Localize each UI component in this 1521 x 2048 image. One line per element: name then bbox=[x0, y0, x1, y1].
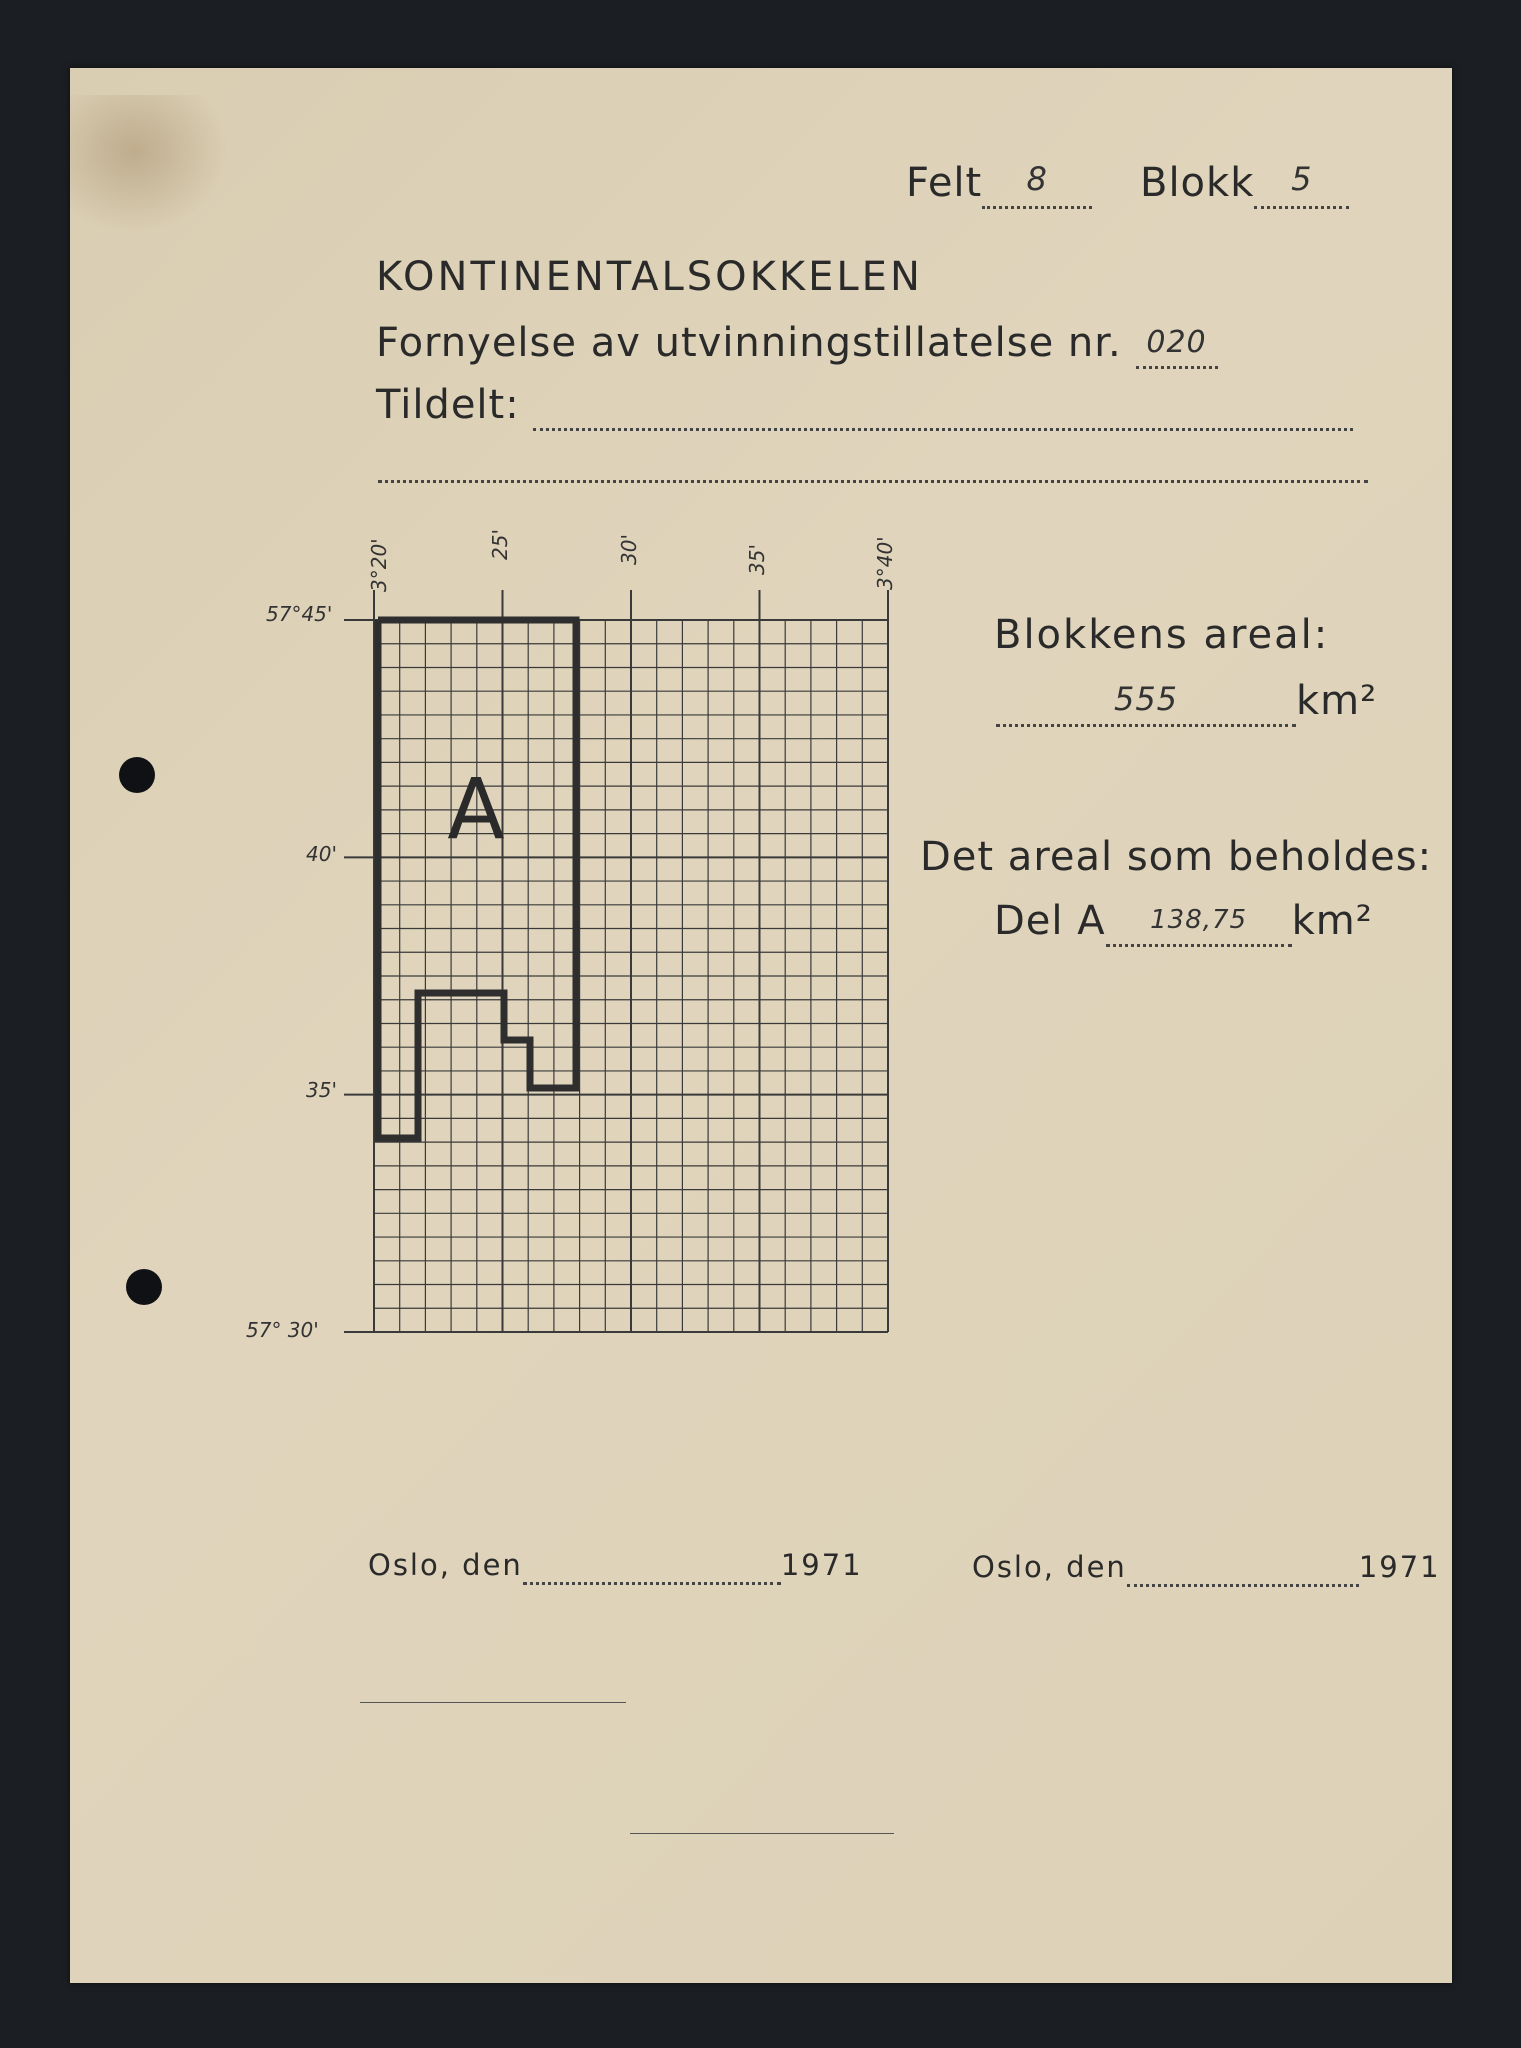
block-area-unit: km² bbox=[1296, 678, 1378, 724]
retained-part-label: Del A bbox=[994, 898, 1106, 944]
document-title: KONTINENTALSOKKELEN bbox=[376, 254, 923, 300]
signature-right-date bbox=[972, 1550, 1441, 1587]
left-label-1: 57°45' bbox=[266, 602, 333, 626]
felt-label: Felt bbox=[906, 160, 983, 206]
block-area-field bbox=[996, 678, 1377, 727]
signature-left-date bbox=[368, 1548, 863, 1585]
retained-area-field bbox=[994, 898, 1373, 947]
signature-right-date-line bbox=[1127, 1550, 1359, 1587]
map-grid bbox=[344, 590, 888, 1332]
signature-left-prefix: Oslo, den bbox=[368, 1548, 523, 1582]
retained-area-value: 138,75 bbox=[1150, 905, 1248, 935]
license-number: 020 bbox=[1146, 325, 1207, 360]
left-label-4: 57° 30' bbox=[246, 1318, 319, 1342]
top-label-5: 3°40' bbox=[873, 536, 897, 590]
top-label-2: 25' bbox=[488, 529, 512, 560]
subtitle-prefix: Fornyelse av utvinningstillatelse nr. bbox=[376, 320, 1122, 366]
retained-area-unit: km² bbox=[1291, 898, 1373, 944]
left-label-3: 35' bbox=[306, 1078, 337, 1102]
signature-left-year: 1971 bbox=[780, 1548, 863, 1582]
signature-right-prefix: Oslo, den bbox=[972, 1550, 1127, 1584]
tildelt-label: Tildelt: bbox=[376, 382, 520, 428]
retained-area-label: Det areal som beholdes: bbox=[920, 834, 1433, 880]
signature-right-year: 1971 bbox=[1358, 1550, 1441, 1584]
top-label-3: 30' bbox=[617, 534, 641, 565]
signature-left-date-line bbox=[523, 1548, 781, 1585]
blokk-value: 5 bbox=[1291, 160, 1313, 198]
blokk-label: Blokk bbox=[1140, 160, 1255, 206]
signature-line-center bbox=[630, 1833, 894, 1834]
top-label-4: 35' bbox=[745, 544, 769, 575]
felt-value: 8 bbox=[1026, 160, 1048, 198]
top-label-1: 3°20' bbox=[367, 538, 391, 592]
block-area-line bbox=[996, 678, 1296, 727]
retained-area-line bbox=[1106, 898, 1292, 947]
block-area-label: Blokkens areal: bbox=[994, 612, 1330, 658]
signature-line-left bbox=[360, 1702, 626, 1703]
block-area-value: 555 bbox=[1113, 680, 1179, 718]
left-label-2: 40' bbox=[306, 842, 337, 866]
area-a-label: A bbox=[447, 760, 505, 858]
